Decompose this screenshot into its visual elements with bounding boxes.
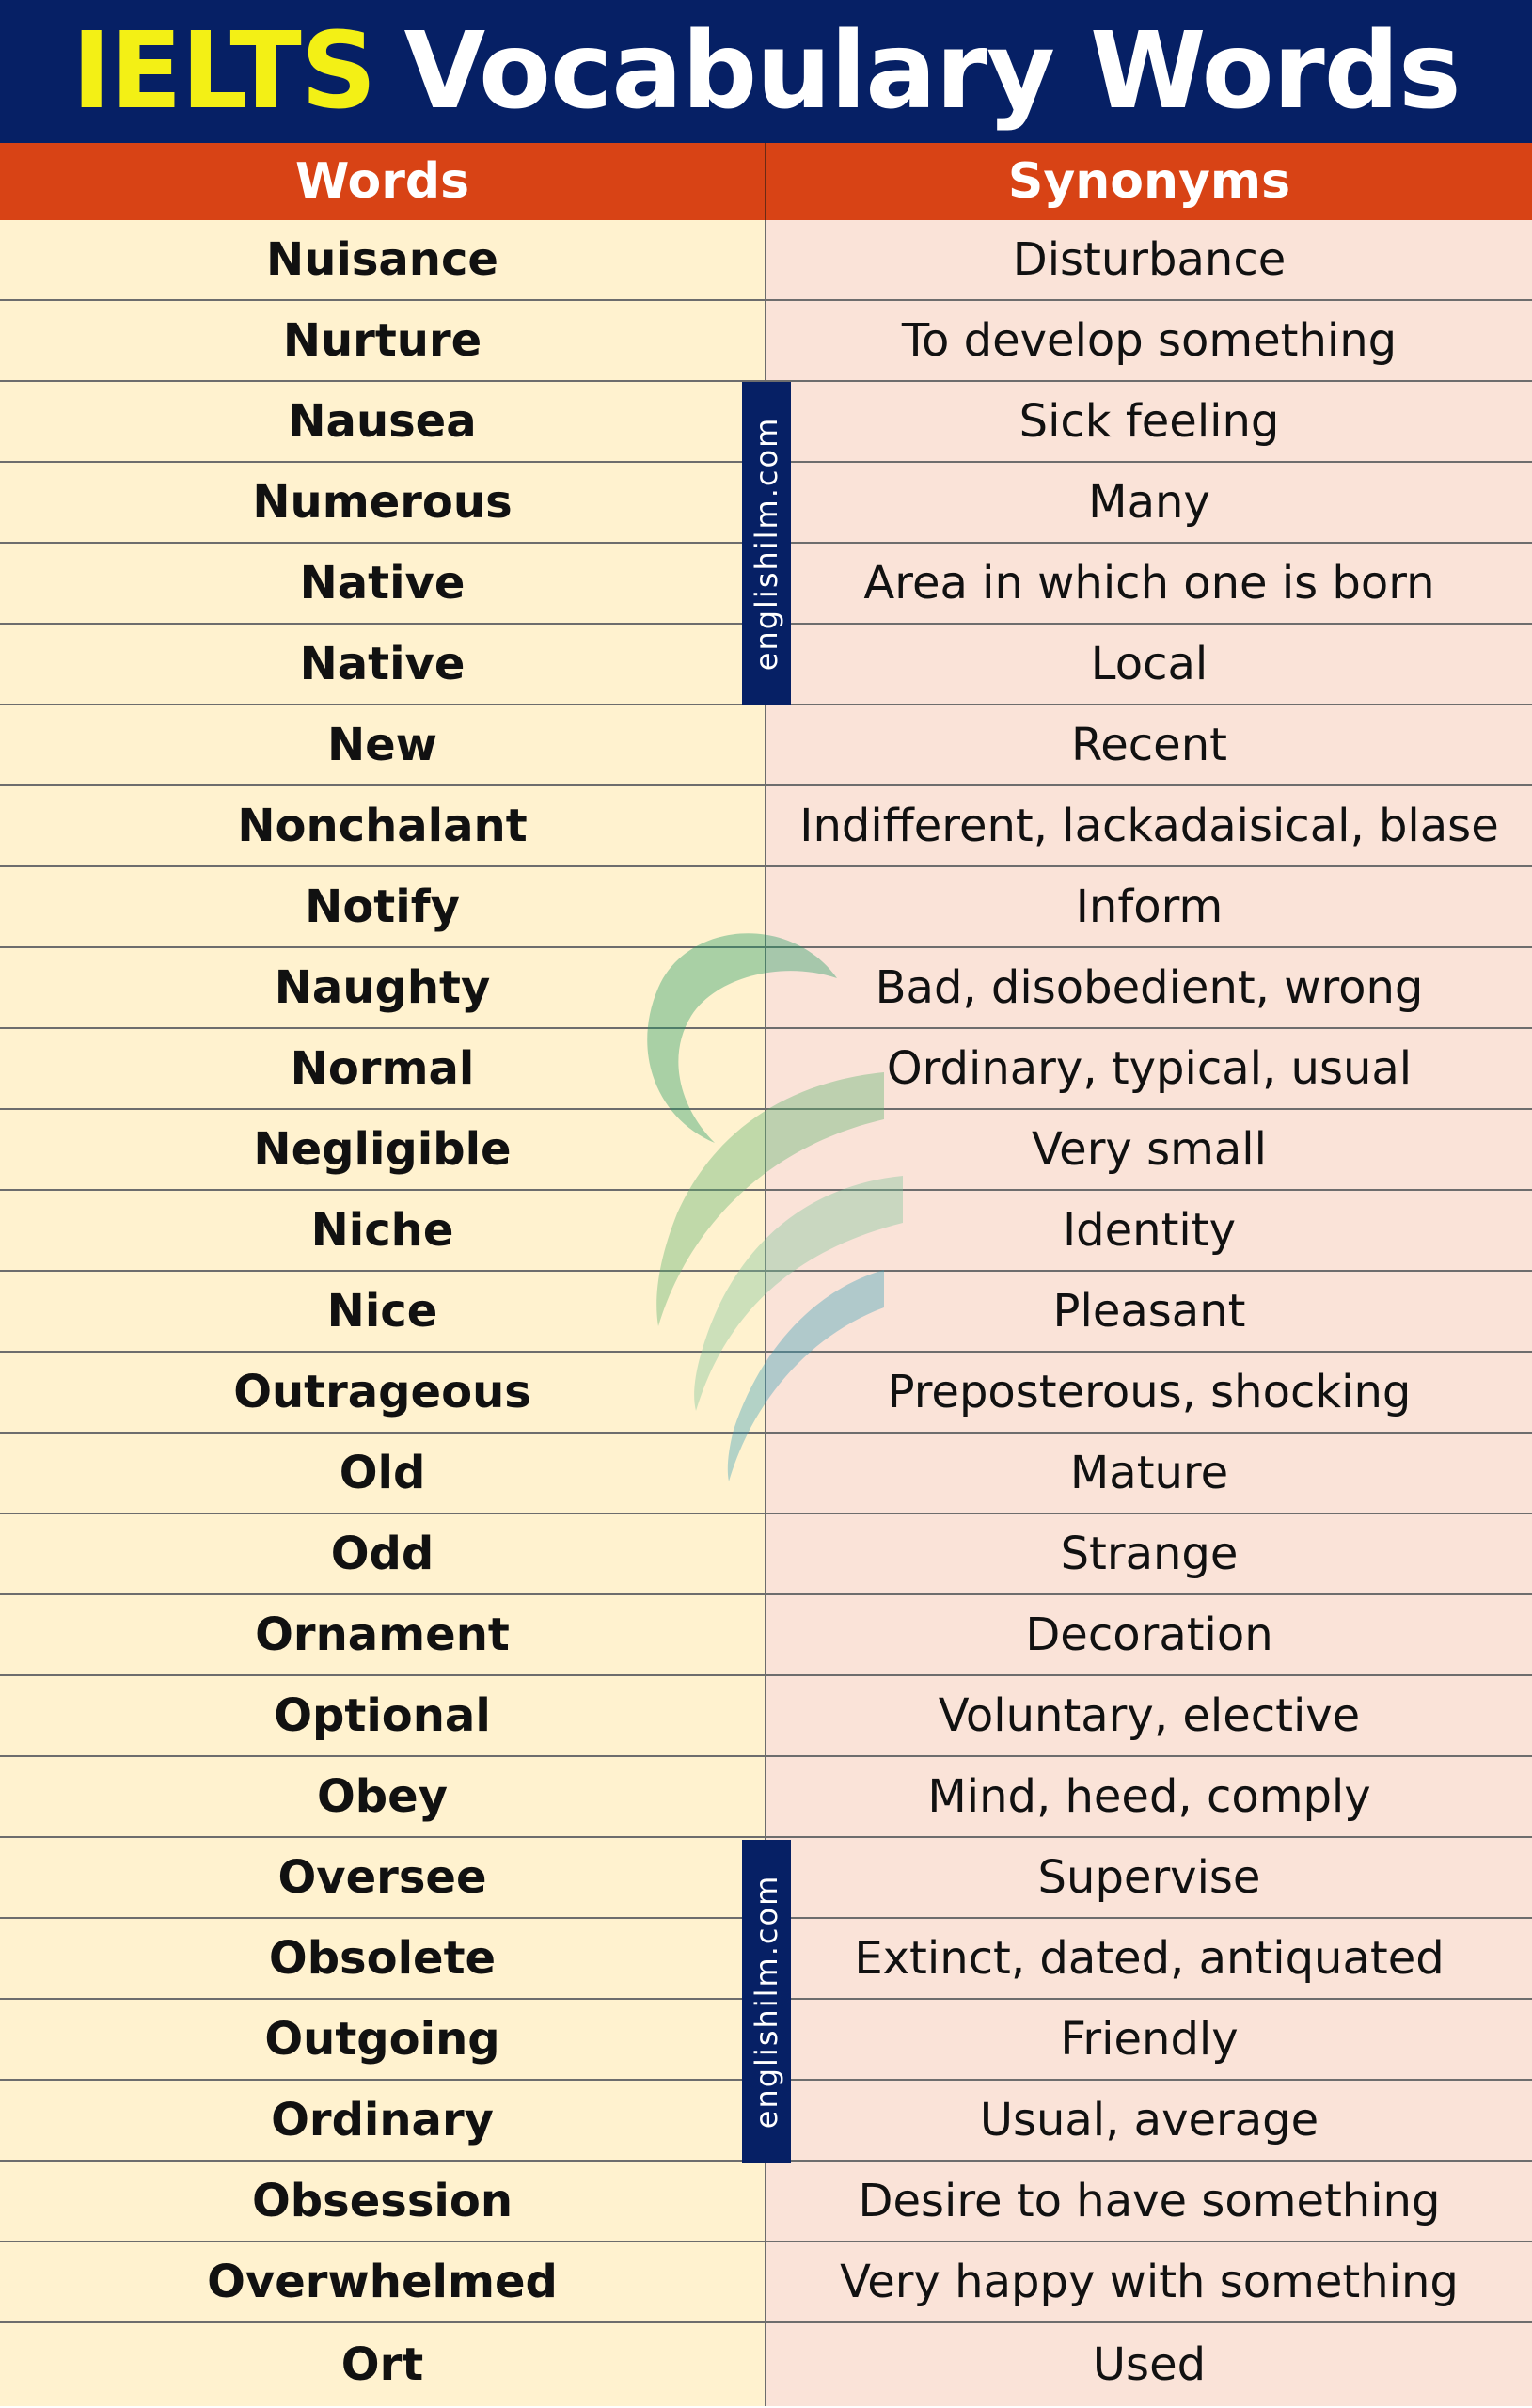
word-cell: Notify [0, 867, 766, 946]
table-row [0, 1353, 1532, 1434]
word-cell: Ordinary [0, 2081, 766, 2160]
synonym-cell: Extinct, dated, antiquated [766, 1919, 1532, 1998]
word-cell: Ornament [0, 1595, 766, 1674]
table-row [0, 948, 1532, 1029]
synonym-cell: To develop something [766, 301, 1532, 380]
synonym-cell: Desire to have something [766, 2162, 1532, 2241]
table-row [0, 1514, 1532, 1595]
synonym-cell: Many [766, 463, 1532, 542]
word-cell: Naughty [0, 948, 766, 1027]
table-row [0, 1434, 1532, 1514]
synonym-cell: Very happy with something [766, 2242, 1532, 2321]
synonym-cell: Mature [766, 1434, 1532, 1513]
word-cell: Ort [0, 2323, 766, 2406]
table-row [0, 867, 1532, 948]
word-cell: Native [0, 544, 766, 623]
word-cell: Nuisance [0, 220, 766, 299]
word-cell: Niche [0, 1191, 766, 1270]
synonym-cell: Recent [766, 705, 1532, 784]
word-cell: Oversee [0, 1838, 766, 1917]
word-cell: Outgoing [0, 2000, 766, 2079]
synonym-cell: Preposterous, shocking [766, 1353, 1532, 1432]
synonym-cell: Indifferent, lackadaisical, blase [766, 786, 1532, 865]
synonym-cell: Identity [766, 1191, 1532, 1270]
synonym-cell: Supervise [766, 1838, 1532, 1917]
word-cell: Outrageous [0, 1353, 766, 1432]
word-cell: New [0, 705, 766, 784]
word-cell: Numerous [0, 463, 766, 542]
title-highlight: IELTS [71, 10, 376, 133]
word-cell: Obsolete [0, 1919, 766, 1998]
synonym-cell: Strange [766, 1514, 1532, 1593]
synonym-cell: Decoration [766, 1595, 1532, 1674]
synonym-cell: Used [766, 2323, 1532, 2406]
word-cell: Obey [0, 1757, 766, 1836]
synonym-cell: Local [766, 625, 1532, 704]
word-cell: Native [0, 625, 766, 704]
word-cell: Normal [0, 1029, 766, 1108]
word-cell: Optional [0, 1676, 766, 1755]
table-row [0, 2242, 1532, 2323]
table-row [0, 705, 1532, 786]
synonym-cell: Sick feeling [766, 382, 1532, 461]
synonym-cell: Mind, heed, comply [766, 1757, 1532, 1836]
table-row [0, 786, 1532, 867]
table-row [0, 1191, 1532, 1272]
synonym-cell: Voluntary, elective [766, 1676, 1532, 1755]
synonym-cell: Pleasant [766, 1272, 1532, 1351]
words-column-header: Words [0, 143, 766, 220]
table-row [0, 1110, 1532, 1191]
synonym-cell: Bad, disobedient, wrong [766, 948, 1532, 1027]
word-cell: Nurture [0, 301, 766, 380]
table-row [0, 1757, 1532, 1838]
table-row [0, 1029, 1532, 1110]
word-cell: Overwhelmed [0, 2242, 766, 2321]
synonym-cell: Disturbance [766, 220, 1532, 299]
title-banner [0, 0, 1532, 143]
table-row [0, 220, 1532, 301]
synonym-cell: Ordinary, typical, usual [766, 1029, 1532, 1108]
word-cell: Nausea [0, 382, 766, 461]
synonym-cell: Inform [766, 867, 1532, 946]
word-cell: Nice [0, 1272, 766, 1351]
word-cell: Obsession [0, 2162, 766, 2241]
site-watermark-tag: englishilm.com [742, 1840, 791, 2163]
table-row [0, 301, 1532, 382]
table-header [0, 143, 1532, 220]
synonym-cell: Friendly [766, 2000, 1532, 2079]
synonym-cell: Very small [766, 1110, 1532, 1189]
table-row [0, 2323, 1532, 2406]
synonym-cell: Usual, average [766, 2081, 1532, 2160]
word-cell: Negligible [0, 1110, 766, 1189]
word-cell: Nonchalant [0, 786, 766, 865]
table-row [0, 1676, 1532, 1757]
table-row [0, 2162, 1532, 2242]
synonym-cell: Area in which one is born [766, 544, 1532, 623]
synonyms-column-header: Synonyms [1007, 153, 1291, 210]
table-row [0, 1272, 1532, 1353]
word-cell: Odd [0, 1514, 766, 1593]
word-cell: Old [0, 1434, 766, 1513]
site-watermark-tag: englishilm.com [742, 382, 791, 705]
table-row [0, 1595, 1532, 1676]
title-rest: Vocabulary Words [403, 10, 1461, 133]
